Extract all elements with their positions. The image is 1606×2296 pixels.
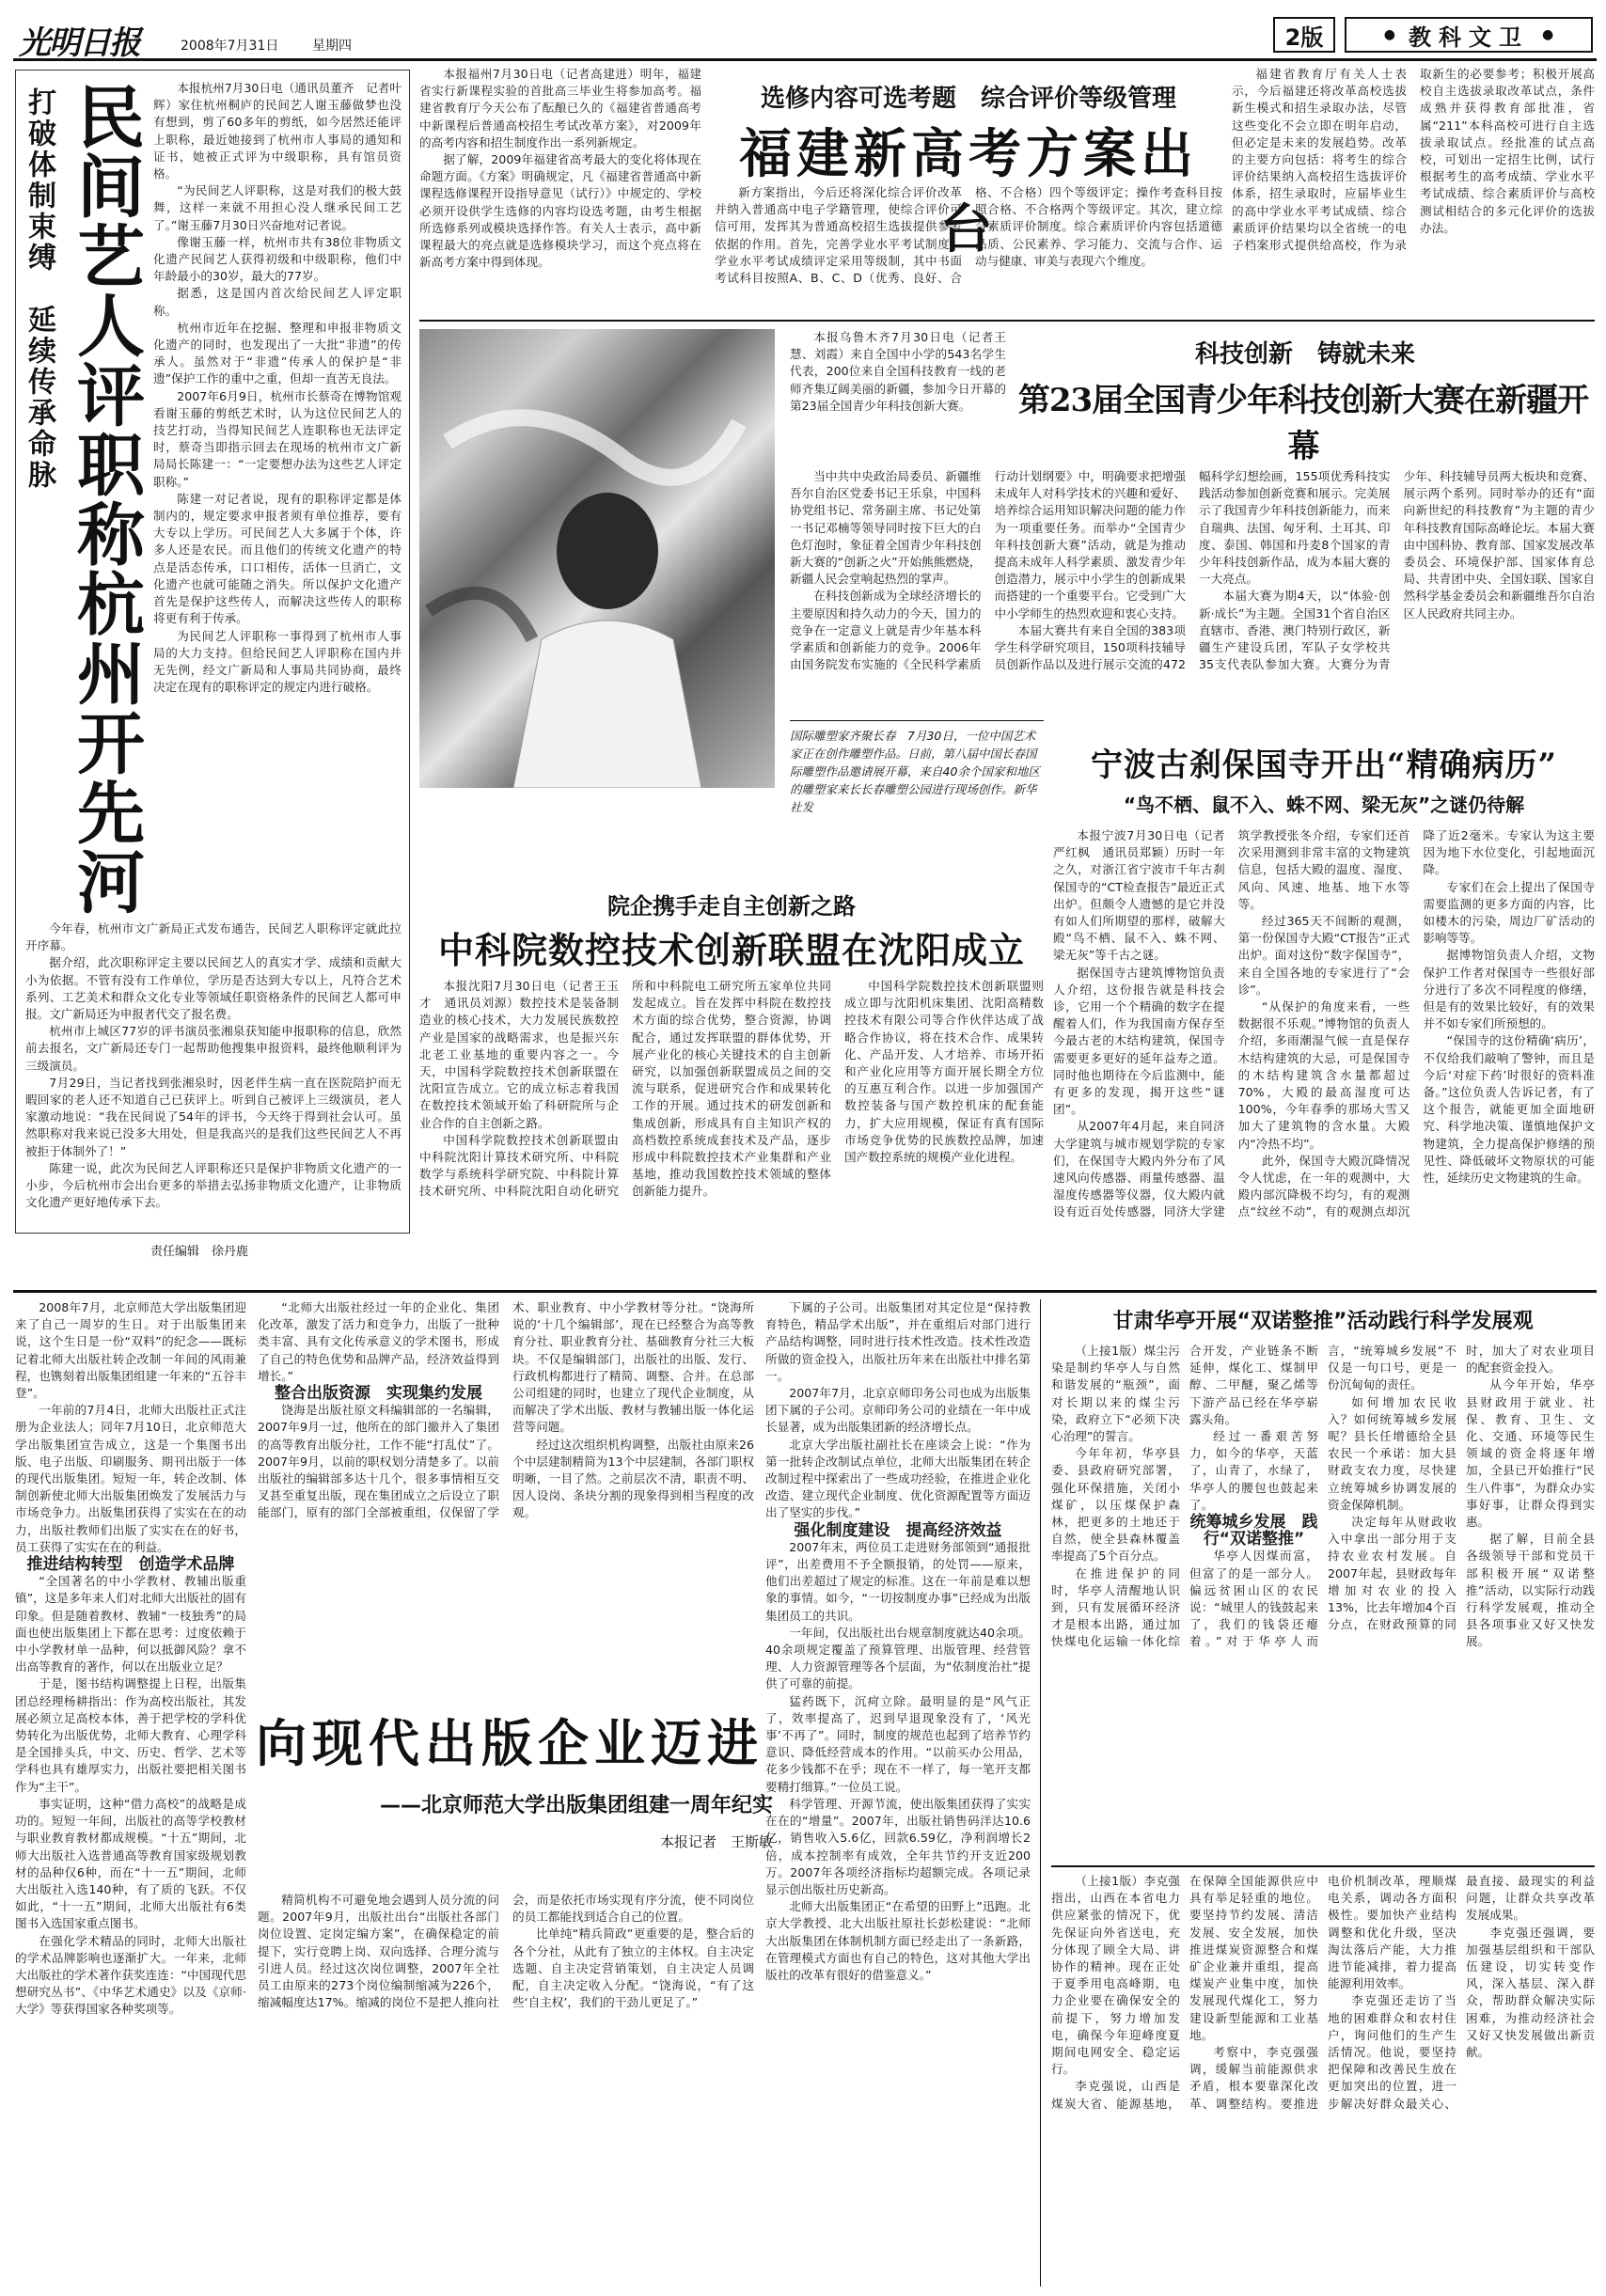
page-number: 2版 [1284, 24, 1324, 51]
paragraph: 事实证明，这种“借力高校”的战略是成功的。短短一年间，出版社的高等学校教材与职业教育教材都成规模。“十五”期间，北师大出版社入选普通高等教育国家级规划教材的品种仅6种，而在“十一五”期间，北师大出版社入选140种，有了质的飞跃。不仅如此，“十一五”期间，北师大出版社有6类图书入选国家重点图书。 [15, 1796, 246, 1931]
paragraph: 今年年初，华亭县委、县政府研究部署，强化环保措施，关闭小煤矿，以压煤保护森林，把更多的土地还于自然，使全县森林覆盖率提高了5个百分点。 [1051, 1446, 1180, 1564]
article-headline-box [22, 82, 146, 917]
divider [419, 320, 1595, 322]
paragraph: 2007年6月9日，杭州市长蔡奇在博物馆观看谢玉藤的剪纸艺术时，认为这位民间艺人的技艺打动，当得知民间艺人连职称也无法评定时，蔡奇当即指示回去在现场的杭州市文广新局局长陈建一：“一定要想办法为这些艺人评定职称。” [153, 388, 402, 489]
paragraph: 本报宁波7月30日电（记者严红枫 通讯员郑颖）历时一年之久，对浙江省宁波市千年古刹保国寺的“CT检查报告”最近正式出炉。但颇令人遗憾的是它并没有如人们所期望的那样，破解大殿“鸟不栖、鼠不入、蛛不网、梁无灰”等千古之谜。 [1053, 828, 1225, 963]
article-lead [790, 329, 1006, 461]
article-headline: 第23届全国青少年科技创新大赛在新疆开幕 [1017, 382, 1589, 465]
article-body-col4 [765, 1299, 1031, 2287]
article-body [1051, 1873, 1595, 2287]
photo-caption-box [790, 720, 1044, 880]
article-headline: 民间艺人评职称杭州开先河 [66, 82, 146, 917]
article-kicker: 科技创新 铸就未来 [1194, 340, 1415, 369]
masthead [13, 11, 1597, 58]
bullet-icon: ● [1542, 27, 1554, 42]
paragraph: 科学管理、开源节流，使出版集团获得了实实在在的“增量”。2007年，出版社销售码洋达10.6亿，销售收入5.6亿，回款6.59亿，净利润增长2倍，成本控制率有成效，全年共节约开支近200万。2007年各项经济指标均超额完成。各项记录显示创出版社历史新高。 [765, 1796, 1031, 1896]
article-headline: 向现代出版企业迈进 [256, 1713, 764, 1773]
article-bnu-press [15, 1299, 1031, 2287]
article-kicker: 院企携手走自主创新之路 [607, 893, 856, 920]
sculpture-photo [419, 329, 775, 788]
paragraph: 猛药既下，沉疴立除。最明显的是“风气正了，效率提高了，迟到早退现象没有了，‘风光事’不再了”。同时，制度的规范也起到了培养节约意识、降低经营成本的作用。“以前买办公用品，花多少钱都不在乎；现在不一样了，每一笔开支都要精打细算。”一位员工说。 [765, 1693, 1031, 1794]
paragraph: 2007年7月，北京京师印务公司也成为出版集团下属的子公司。京师印务公司的业绩在一年中成长显著，成为出版集团新的经济增长点。 [765, 1386, 1031, 1435]
paragraph: 杭州市上城区77岁的评书演员张湘泉获知能申报职称的信息，欣然前去报名，文广新局还专门一起帮助他搜集申报资料，最终他顺利评为三级演员。 [25, 1024, 402, 1073]
article-body-col1 [15, 1299, 246, 2287]
paragraph: 本报乌鲁木齐7月30日电（记者王慧、刘霞）来自全国中小学的543名学生代表，200位来自全国科技教育一线的老师齐集辽阔美丽的新疆，参加今日开幕的第23届全国青少年科技创新大赛。 [790, 330, 1006, 413]
paragraph: 经过一番艰苦努力，如今的华亭，天蓝了，山青了，水绿了，华亭人的腰包也鼓起来了。 [1189, 1429, 1318, 1512]
paragraph: “全国著名的中小学教材、教辅出版重镇”，这是多年来人们对北师大出版社的固有印象。但是随着教材、教辅“一枝独秀”的局面也使出版集团上下都在思考：过度依赖于中小学教材单一品种，何以抵御风险？拿不出高等教育的著作，何以在出版业立足？ [15, 1574, 246, 1675]
section-heading: 统筹城乡发展 践行“双诺整推” [1189, 1513, 1318, 1549]
masthead-rule [13, 58, 1597, 61]
paragraph: 据介绍，此次职称评定主要以民间艺人的真实才学、成绩和贡献大小为依据。不管有没有工作单位，学历是否达到大专以上，凡符合艺术系列、工艺美术和群众文化专业等领域任职资格条件的民间艺人都可申报。文广新局还为申报者代交了报名费。 [25, 955, 402, 1022]
paragraph: 据悉，这是国内首次给民间艺人评定职称。 [153, 286, 402, 318]
paragraph: 福建省教育厅有关人士表示，今后福建还将改革高校选拔新生模式和招生录取办法，尽管这些变化不会立即在明年启动，但必定是未来的发展趋势。改革的主要方向包括：将考生的综合评价结果纳入高校招生选拔评价体系，招生录取时，应届毕业生的高中学业水平考试成绩、综合素质评价结果均以全省统一的电子档案形式提供给高校，作为录取新生的必要参考；积极开展高校自主选拔录取改革试点，条件成熟并获得教育部批准，省属“211”本科高校可进行自主选拔录取试点。经批准的试点高校，可划出一定招生比例，试行根据考生的高考成绩、学业水平考试成绩、综合素质评价与高校测试相结合的多元化评价的选拔办法。 [1232, 67, 1595, 253]
paragraph: 据保国寺古建筑博物馆负责人介绍，这份报告就是科技会诊，它用一个个精确的数字在提醒着人们，作为我国南方保存至今最古老的木结构建筑，保国寺需要更多更好的延年益寿之道。同时他也期待在今后监测中，能有更多的发现，揭开这些“谜团”。 [1053, 965, 1225, 1117]
article-body-col3 [258, 1892, 754, 2287]
paragraph: 下属的子公司。出版集团对其定位是“保持教育特色，精品学术出版”，并在重组后对部门进行产品结构调整，同时进行技术性改造。技术性改造所做的资金投入，出版社历年来在出版社中排名第一。 [765, 1300, 1031, 1383]
paragraph: “为民间艺人评职称，这是对我们的极大鼓舞，这样一来就不用担心没人继承民间工艺了。”谢玉藤7月30日兴奋地对记者说。 [153, 183, 402, 232]
paragraph: 陈建一对记者说，现有的职称评定都是体制内的，规定要求申报者须有单位推荐，要有大专以上学历。可民间艺人大多属于个体，许多人还是农民。而且他们的传统文化遗产的特点是活态传承，口口相传，活体一旦消亡，文化遗产也就可能随之消失。所以保护文化遗产首先是保护这些传人，而解决这些传人的职称将更有利于传承。 [153, 491, 402, 626]
article-subtitle: “鸟不栖、鼠不入、蛛不网、梁无灰”之谜仍待解 [1123, 794, 1525, 816]
section-heading: 强化制度建设 提高经济效益 [794, 1520, 1002, 1540]
paragraph: （上接1版）李克强指出，山西在本省电力供应紧张的情况下，优先保证向外省送电，充分体现了顾全大局、讲协作的精神。现在正处于夏季用电高峰期，电力企业要在确保安全的前提下，努力增加发电，确保今年迎峰度夏期间电网安全、稳定运行。 [1051, 1874, 1180, 2077]
article-gansu-huating [1051, 1299, 1595, 1860]
paragraph: 7月29日，当记者找到张湘泉时，因老伴生病一直在医院陪护而无暇回家的老人还不知道自己已获评上。听到自己被评上三级演员，老人家激动地说：“我在民间说了54年的评书，今天终于得到社会认可。虽然职称对我来说已没多大用处，但是我高兴的是我们这些民间艺人不再被拒于体制外了！” [25, 1075, 402, 1158]
paragraph: “北师大出版社经过一年的企业化、集团化改革，激发了活力和竞争力，出版了一批种类丰富、具有文化传承意义的学术图书，形成了自己的特色优势和品牌产品，经济效益得到增长。” [258, 1300, 499, 1383]
article-body-col2 [258, 1299, 754, 1675]
newspaper-logo: 光明日报 [19, 24, 139, 58]
paragraph: 本报沈阳7月30日电（记者王玉才 通讯员刘源）数控技术是装备制造业的核心技术，大力发展民族数控产业是国家的战略需求，也是振兴东北老工业基地的重要内容之一。今天，中国科学院数控技术创新联盟在沈阳宣告成立。它的成立标志着我国在数控技术领域开始了科研院所与企业合作的自主创新之路。 [419, 979, 619, 1130]
article-body [419, 978, 1044, 1275]
paragraph: 经过这次组织机构调整，出版社由原来26个中层建制精简为13个中层建制，各部门职权明晰，一目了然。之前层次不清，职责不明、因人设岗、条块分割的现象得到相当程度的改观。 [512, 1437, 754, 1520]
article-headline: 宁波古刹保国寺开出“精确病历” [1090, 747, 1558, 784]
section-heading: 推进结构转型 创造学术品牌 [26, 1555, 235, 1575]
article-headline: 福建新高考方案出台 [739, 123, 1198, 260]
paragraph: 2007年末，两位员工走进财务部领到“通报批评”，出差费用不予全额报销，的处罚——原来，他们出差超过了规定的标准。这在一年前是难以想象的事情。如今，“一切按制度办事”已经成为出版集团员工的共识。 [765, 1539, 1031, 1623]
paragraph: （上接1版）煤尘污染是制约华亭人与自然和谐发展的“瓶颈”，面对长期以来的煤尘污染，政府立下“必须下决心治理”的誓言。 [1051, 1344, 1180, 1444]
paragraph: 陈建一说，此次为民间艺人评职称还只是保护非物质文化遗产的一小步，今后杭州市会出台更多的举措去弘扬非物质文化遗产，让非物质文化遗产更好地传承下去。 [25, 1160, 402, 1210]
issue-weekday: 星期四 [312, 39, 352, 54]
article-body [1053, 827, 1595, 1275]
paragraph: 据了解，目前全县各级领导干部和党员干部积极开展“双诺整推”活动，以实际行动践行科学发展观，推动全县各项事业又好又快发展。 [1466, 1532, 1595, 1649]
article-continuation [1051, 1873, 1595, 2287]
paragraph: 北京大学出版社副社长在座谈会上说：“作为第一批转企改制试点单位，北师大出版集团在转企改制过程中探索出了一些成功经验，在推进企业化改造、建立现代企业制度、优化资源配置等方面迈出了坚实的步伐。” [765, 1437, 1031, 1520]
paragraph: 比单纯“精兵简政”更重要的是，整合后的各个分社，从此有了独立的主体权。自主决定选题、自主决定营销策划，自主决定人员调配，自主决定收入分配。“饶海说，“有了这些‘自主权’，我们的干劲儿更足了。” [512, 1926, 754, 2010]
article-subtitle: ——北京师范大学出版集团组建一周年纪实 [379, 1794, 773, 1817]
paragraph: 中国科学院数控技术创新联盟由中科院沈阳计算技术研究所、中科院数学与系统科学研究院、中科院计算技术研究所、中科院沈阳自动化研究所和中科院电工研究所五家单位共同发起成立。旨在发挥中科院在数控技术方面的综合优势，整合资源，协调配合，通过发挥联盟的群体优势，开展产业化的核心关键技术的自主创新研究，以加强创新联盟成员之间的交流与联系，促进研究合作和成果转化工作的开展。通过技术的研发创新和集成创新，形成具有自主知识产权的高档数控系统成套技术及产品，逐步形成中科院数控技术产业集群和产业基地，推动我国数控技术领域的整体创新能力提升。 [419, 979, 831, 1199]
paragraph: 像谢玉藤一样，杭州市共有38位非物质文化遗产民间艺人获得初级和中级职称，他们中年龄最小的30岁，最大的77岁。 [153, 234, 402, 284]
article-headline: 甘肃华亭开展“双诺整推”活动践行科学发展观 [1112, 1310, 1534, 1333]
section-heading: 整合出版资源 实现集约发展 [275, 1384, 482, 1404]
paragraph: 在推进保护的同时，华亭人清醒地认识到，只有发展循环经济才是根本出路，通过加快煤电化运输一体化综合开发，产业链条不断延伸，煤化工、煤制甲醇、二甲醚，聚乙烯等下游产品已经在华亭崭露头角。 [1051, 1344, 1318, 1649]
article-body-left [419, 66, 701, 312]
section-banner [1345, 17, 1593, 53]
section-name: 教科文卫 [1409, 24, 1529, 51]
paragraph: 在科技创新成为全球经济增长的主要原因和持久动力的今天，国力的竞争在一定意义上就是青少年基本科学素质和创新能力的竞争。2006年由国务院发布实施的《全民科学素质行动计划纲要》中，明确要求把增强未成年人对科学技术的兴趣和爱好、培养综合运用知识解决问题的能力作为一项重要任务。而举办“全国青少年科技创新大赛”活动，就是为推动提高未成年人科学素质、激发青少年创造潜力，展示中小学生的创新成果而搭建的一个重要平台。它受到广大中小学师生的热烈欢迎和衷心支持。 [790, 469, 1186, 672]
article-cas-cnc [419, 880, 1044, 1275]
paragraph: 北师大出版集团正“在希望的田野上”迅跑。北京大学教授、北大出版社原社长彭松建说：“北师大出版集团在体制机制方面已经走出了一条新路，在管理模式方面也有自己的特色，这对其他大学出版社的改革有很好的借鉴意义。” [765, 1899, 1031, 1982]
bullet-icon: ● [1383, 27, 1395, 42]
article-baoguo-temple [1053, 730, 1595, 1275]
article-body [790, 468, 1595, 715]
paragraph: 本报杭州7月30日电（通讯员董齐 记者叶辉）家住杭州桐庐的民间艺人谢玉藤做梦也没有想到，剪了60多年的剪纸，如今居然还能评上职称，最近她接到了杭州市人事局的通知和证书，她被正式评为中级职称，具有馆员资格。 [153, 81, 402, 181]
paragraph: 李克强还强调，要加强基层组织和干部队伍建设，切实转变作风，深入基层、深入群众，帮助群众解决实际困难，为推动经济社会又好又快发展做出新贡献。 [1466, 1925, 1595, 2060]
paragraph: 新方案指出，今后还将深化综合评价改革并纳入普通高中电子学籍管理，使综合评价可信可用，发挥其为普通高校招生选拔提供参考依据的作用。首先，完善学业水平考试制度。学业水平考试成绩评定采用等级制，其中书面考试科目按照A、B、C、D（优秀、良好、合格、不合格）四个等级评定；操作考查科目按照合格、不合格两个等级评定。其次，建立综合素质评价制度。综合素质评价内容包括道德品质、公民素养、学习能力、交流与合作、运动与健康、审美与表现六个维度。 [715, 185, 1222, 286]
article-kicker: 选修内容可选考题 综合评价等级管理 [760, 85, 1176, 113]
article-body [1051, 1343, 1595, 1860]
paragraph: 一年间，仅出版社出台规章制度就达40余项。40余项规定覆盖了预算管理、出版管理、经营管理、人力资源管理等各个层面，为“依制度治社”提供了可靠的前提。 [765, 1625, 1031, 1691]
article-headline: 中科院数控技术创新联盟在沈阳成立 [437, 929, 1025, 971]
paragraph: 本届大赛共有来自全国的383项学生科学研究项目，150项科技辅导员创新作品以及进行展示交流的472幅科学幻想绘画，155项优秀科技实践活动参加创新竞赛和展示。完美展示了我国青少年科技创新能力，而来自瑞典、法国、匈牙利、土耳其、印度、泰国、韩国和丹麦8个国家的青少年科技创新作品，成为本届大赛的一大亮点。 [994, 469, 1391, 672]
paragraph: 此外，保国寺大殿沉降情况令人忧虑，在一年的观测中，大殿内部沉降极不均匀，有的观测点“纹丝不动”，有的观测点却沉降了近2毫米。专家认为这主要因为地下水位变化，引起地面沉降。 [1237, 828, 1595, 1219]
paragraph: 从2007年4月起，来自同济大学建筑与城市规划学院的专家们，在保国寺大殿内外分布了风速风向传感器、雨量传感器、温湿度传感器等仪器，仪大殿内就设有近百处传感器，同济大学建筑学教授张冬介绍，专家们还首次采用测到非常丰富的文物建筑信息，包括大殿的温度、湿度、风向、风速、地基、地下水等等。 [1053, 828, 1410, 1219]
editor-credit: 责任编辑 徐丹鹿 [150, 1245, 249, 1259]
paragraph: 如何增加农民收入？如何统筹城乡发展呢？县长任增德给全县农民一个承诺：加大县财政支农力度，尽快建立统筹城乡协调发展的资金保障机制。 [1328, 1394, 1456, 1512]
article-body [153, 80, 402, 917]
paragraph: 华亭人因煤而富，但富了的是一部分人。偏远贫困山区的农民说：“城里人的钱鼓起来了，我们的钱袋还瘪着。”对于华亭人而言，“统筹城乡发展”不仅是一句口号，更是一份沉甸甸的责任。 [1189, 1344, 1456, 1649]
paragraph: 杭州市近年在挖掘、整理和申报非物质文化遗产的同时，也发现出了一大批“非遗”的传承人。虽然对于“非遗”传承人的保护是“非遗”保护工作的重中之重，但却一直苦无良法。 [153, 320, 402, 386]
paragraph: 今年春，杭州市文广新局正式发布通告，民间艺人职称评定就此拉开序幕。 [25, 921, 402, 953]
column-rule [1040, 1299, 1041, 2287]
paragraph: 考察中，李克强强调，缓解当前能源供求矛盾，根本要靠深化改革、调整结构。要推进电价机制改革，理顺煤电关系，调动各方面积极性。要加快产业结构调整和优化升级，坚决淘汰落后产能，大力推进节能减排，着力提高能源利用效率。 [1189, 1874, 1456, 2111]
paragraph: 经过365天不间断的观测，第一份保国寺大殿“CT报告”正式出炉。面对这份“数字保国寺”，来自全国各地的专家进行了“会诊”。 [1237, 914, 1410, 997]
sculptor-figure-icon [419, 329, 775, 788]
article-byline: 本报记者 王斯敏 [659, 1833, 773, 1850]
paragraph: “保国寺的这份精确‘病历’，不仅给我们敲响了警钟，而且是今后‘对症下药’时很好的资料准备。”这位负责人告诉记者，有了这个报告，就能更加全面地研究、科学地决策、谨慎地保护文物建筑，全力提高保护修缮的预见性、降低破坏文物原状的可能性，延续历史文物建筑的生命。 [1423, 1033, 1595, 1186]
paragraph: 本届大赛为期4天，以“体验·创新·成长”为主题。全国31个省自治区直辖市、香港、澳门特别行政区，新疆生产建设兵团，军队子女学校共35支代表队参加大赛。大赛分为青少年、科技辅导员两大板块和竞赛、展示两个系列。同时举办的还有“面向新世纪的科技教育”为主题的青少年科技教育国际高峰论坛。本届大赛由中国科协、教育部、国家发展改革委员会、环境保护部、国家体育总局、共青团中央、全国妇联、国家自然科学基金委员会和新疆维吾尔自治区人民政府共同主办。 [1199, 469, 1595, 672]
paragraph: 李克强说，山西是煤炭大省、能源基地，在保障全国能源供应中具有举足轻重的地位。要坚持节约发展、清洁发展、安全发展，加快推进煤炭资源整合和煤矿企业兼并重组，提高煤炭产业集中度，加快发展现代煤化工，努力建设新型能源和工业基地。 [1051, 1874, 1318, 2111]
paragraph: 一年前的7月4日，北师大出版社正式注册为企业法人；同年7月10日，北京师范大学出版集团宣告成立，这是一个集图书出版、电子出版、印刷服务、期刊出版于一体的现代出版集团。短短一年，转企改制、体制创新使北师大出版集团焕发了发展活力与市场竞争力。出版集团获得了实实在在的动力，出版社教师们出版了实实在在的好书，员工获得了实实在在的利益。 [15, 1403, 246, 1554]
paragraph: 在强化学术精品的同时，北师大出版社的学术品牌影响也逐渐扩大。一年来，北师大出版社的学术著作获奖连连：“中国现代思想研究丛书”、《中华艺术通史》以及《京师·大学》等获得国家各种奖项等。 [15, 1933, 246, 2017]
article-headline-block [246, 1694, 773, 1882]
article-body-continued [25, 920, 402, 1210]
paragraph: 李克强还走访了当地的困难群众和农村住户，询问他们的生产生活情况。他说，要坚持把保障和改善民生放在更加突出的位置，进一步解决好群众最关心、最直接、最现实的利益问题，让群众共享改革发展成果。 [1328, 1874, 1595, 2111]
divider [1051, 1865, 1595, 1867]
paragraph: 2008年7月，北京师范大学出版集团迎来了自己一周岁的生日。对于出版集团来说，这个生日是一份“双料”的纪念——既标记着北师大出版社转企改制一年间的风雨兼程，也镌刻着出版集团组建一年来的“五谷丰登”。 [15, 1300, 246, 1401]
article-folk-artists [15, 70, 410, 1234]
paragraph: 本报福州7月30日电（记者高建进）明年，福建省实行新课程实验的首批高三毕业生将参加高考。福建省教育厅今天公布了酝酿已久的《福建省普通高考中新课程后普通高校招生考试改革方案》，对2009年的高考内容和招生制度作出一系列新规定。 [419, 67, 701, 149]
photo-caption: 国际雕塑家齐聚长春 7月30日，一位中国艺术家正在创作雕塑作品。日前，第八届中国长春国际雕塑作品邀请展开幕，来自40余个国家和地区的雕塑家来长长春雕塑公园进行现场创作。新华社发 [790, 729, 1040, 814]
paragraph: 据了解，2009年福建省高考最大的变化将体现在命题方面。《方案》明确规定，凡《福建省普通高中新课程选修课程开设指导意见（试行）》中规定的、学校必须开设供学生选修的内容均设选考题，由考生根据所选修系列或模块选择作答。有关人士表示，高中新课程最大的亮点就是选修模块学习，而这个亮点将在新高考方案中得到体现。 [419, 152, 701, 270]
paragraph: 决定每年从财政收入中拿出一部分用于支持农业农村发展。自2007年起，县财政每年增加对农业的投入13%，比去年增加4个百分点，在财政预算的同时，加大了对农业项目的配套资金投入。 [1328, 1344, 1595, 1632]
paragraph: 当中共中央政治局委员、新疆维吾尔自治区党委书记王乐泉，中国科协党组书记、常务副主席、书记处第一书记邓楠等领导同时按下巨大的白色灯泡时，象征着全国青少年科技创新大赛的“创新之火”开始熊熊燃烧，新疆人民会堂响起热烈的掌声。 [790, 469, 982, 587]
paragraph: 为民间艺人评职称一事得到了杭州市人事局的大力支持。但给民间艺人评职称在国内并无先例，经文广新局和人事局共同协商，最终决定在现有的职称评定的规定内进行破格。 [153, 628, 402, 695]
article-tech-contest [790, 329, 1595, 715]
paragraph: “从保护的角度来看，一些数据很不乐观。”博物馆的负责人介绍，多雨潮湿气候一直是保存木结构建筑的大忌，可是保国寺的木结构建筑含水量都超过70%，大殿的最高湿度可达100%，今年春季的那场大雪又加大了建筑物的含水量。大殿内“冷热不均”。 [1237, 999, 1410, 1151]
fold-rule [13, 1290, 1597, 1293]
article-body-right [1232, 66, 1595, 312]
paragraph: 专家们在会上提出了保国寺需要监测的更多方面的内容，比如楼木的污染，周边厂矿活动的影响等等。 [1423, 879, 1595, 946]
page-number-box [1273, 17, 1335, 53]
article-body-main [715, 184, 1222, 312]
paragraph: 于是，图书结构调整提上日程，出版集团总经理杨耕指出：作为高校出版社，其发展必须立足高校本体，善于把学校的学科优势转化为出版优势，北师大教育、心理学科是全国排头兵，中文、历史、哲学、艺术等学科也具有雄厚实力，出版社要把相关图书作为“主干”。 [15, 1676, 246, 1794]
paragraph: 精简机构不可避免地会遇到人员分流的问题。2007年9月，出版社出台“出版社各部门岗位设置、定岗定编方案”，在确保稳定的前提下，实行竞聘上岗、双向选择、合理分流与引进人员。经过这次岗位调整，2007年全社员工由原来的273个岗位编制缩减为226个，缩减幅度达17%。缩减的岗位不是把人推向社会，而是依托市场实现有序分流，使不同岗位的员工都能找到适合自己的位置。 [258, 1893, 754, 2010]
paragraph: 中国科学院数控技术创新联盟则成立即与沈阳机床集团、沈阳高精数控技术有限公司等合作伙伴达成了战略合作协议，将在技术合作、成果转化、产品开发、人才培养、市场开拓和产业化应用等方面开展长期全方位的互惠互利合作。以进一步加强国产数控装备与国产数控机床的配套能力，扩大应用规模，保证有真有国际市场竞争优势的民族数控品牌，加速国产数控系统的规模产业化进程。 [844, 979, 1044, 1165]
paragraph: 饶海是出版社原文科编辑部的一名编辑，2007年9月一过，他所在的部门撤并入了集团的高等教育出版分社，工作不能“打乱仗”了。2007年9月，以前的职权划分清楚多了。以前出版社的编辑部多达十几个，很多事情相互交叉甚至重复出版，现在集团成立之后设立了职能部门，原有的部门全部被重组，仅保留了学术、职业教育、中小学教材等分社。“饶海所说的‘十几个编辑部’，现在已经整合为高等教育分社、职业教育分社、基础教育分社三大板块。不仅是编辑部门，出版社的出版、发行、行政机构都进行了精简、调整、合并。在总部公司组建的同时，也建立了现代企业制度，从而解决了学术出版、教材与教辅出版一体化运营等问题。 [258, 1300, 754, 1520]
article-fujian-gaokao [419, 66, 1595, 314]
issue-date: 2008年7月31日 [181, 39, 279, 54]
paragraph: 从今年开始，华亭县财政用于就业、社保、教育、卫生、文化、交通、环境等民生领域的资金将逐年增加，全县已开始推行“民生八件事”，为群众办实事好事，让群众得到实惠。 [1466, 1377, 1595, 1530]
paragraph: 据博物馆负责人介绍，文物保护工作者对保国寺一些很好部分进行了多次不同程度的修缮，但是有的效果比较好，有的效果并不如专家们所预想的。 [1423, 948, 1595, 1031]
article-subtitle: 打破体制束缚 延续传承命脉 [23, 87, 55, 491]
